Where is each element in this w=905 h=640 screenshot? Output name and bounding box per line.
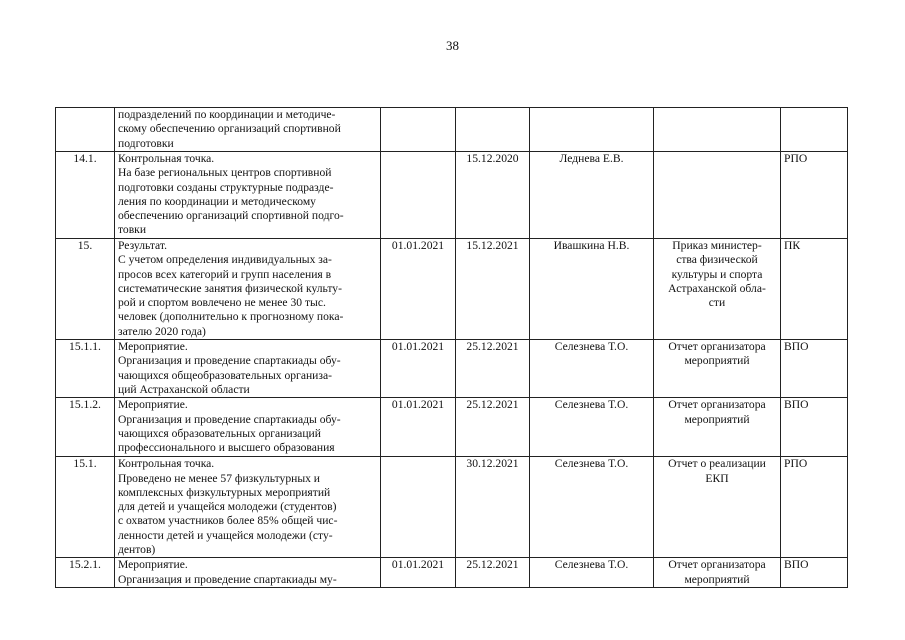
responsible-person-cell: Ивашкина Н.В. <box>530 239 654 340</box>
description-line: обеспечению организаций спортивной подго- <box>118 209 344 223</box>
control-level-cell: ВПО <box>781 558 848 588</box>
document-cell <box>654 239 781 340</box>
table-row <box>56 398 848 457</box>
description-line: профессионального и высшего образования <box>118 441 335 455</box>
document-cell <box>654 457 781 558</box>
document-line: Отчет организатора <box>668 340 766 354</box>
document-line: Отчет о реализации <box>668 457 766 471</box>
table-row <box>56 108 848 152</box>
document-line: Астраханской обла- <box>668 281 766 295</box>
document-line: сти <box>708 296 726 310</box>
document-line: Отчет организатора <box>668 398 766 412</box>
control-level-cell: ВПО <box>781 340 848 398</box>
end-date-cell: 30.12.2021 <box>456 457 530 558</box>
responsible-person-cell: Селезнева Т.О. <box>530 457 654 558</box>
description-line: дентов) <box>118 543 156 557</box>
document-cell <box>654 108 781 152</box>
description-line: ленности детей и учащейся молодежи (сту- <box>118 528 333 542</box>
end-date-cell: 25.12.2021 <box>456 398 530 457</box>
item-number-cell <box>56 108 115 152</box>
description-line: подразделений по координации и методиче- <box>118 108 336 121</box>
start-date-cell: 01.01.2021 <box>381 398 456 457</box>
control-level-cell: РПО <box>781 152 848 239</box>
end-date-cell: 25.12.2021 <box>456 558 530 588</box>
document-line: ЕКП <box>705 471 729 485</box>
description-line: подготовки <box>118 136 174 150</box>
item-number-cell: 15. <box>56 239 115 340</box>
responsible-person-cell: Селезнева Т.О. <box>530 340 654 398</box>
document-cell <box>654 398 781 457</box>
description-line: Контрольная точка. <box>118 457 215 471</box>
document-line: Отчет организатора <box>668 558 766 572</box>
description-line: Организация и проведение спартакиады обу- <box>118 354 341 368</box>
document-line: мероприятий <box>684 572 750 586</box>
start-date-cell <box>381 457 456 558</box>
description-line: Организация и проведение спартакиады му- <box>118 572 337 586</box>
item-number-cell: 15.2.1. <box>56 558 115 588</box>
description-line: На базе региональных центров спортивной <box>118 166 332 180</box>
start-date-cell: 01.01.2021 <box>381 239 456 340</box>
description-cell <box>115 398 381 457</box>
plan-table <box>55 107 848 588</box>
responsible-person-cell: Селезнева Т.О. <box>530 558 654 588</box>
description-cell <box>115 239 381 340</box>
document-cell <box>654 558 781 588</box>
description-line: рой и спортом вовлечено не менее 30 тыс. <box>118 296 326 310</box>
table-row <box>56 558 848 588</box>
document-line: Приказ министер- <box>672 239 762 252</box>
description-line: чающихся образовательных организаций <box>118 426 321 440</box>
table-row <box>56 152 848 239</box>
end-date-cell <box>456 108 530 152</box>
document-line: культуры и спорта <box>671 267 763 281</box>
item-number-cell: 14.1. <box>56 152 115 239</box>
description-line: скому обеспечению организаций спортивной <box>118 122 341 136</box>
description-line: Контрольная точка. <box>118 152 215 165</box>
document-line: мероприятий <box>684 412 750 426</box>
table-row <box>56 340 848 398</box>
start-date-cell: 01.01.2021 <box>381 340 456 398</box>
description-line: товки <box>118 223 147 237</box>
description-line: комплексных физкультурных мероприятий <box>118 485 331 499</box>
description-cell <box>115 108 381 152</box>
document-line: ства физической <box>676 253 758 267</box>
item-number-cell: 15.1. <box>56 457 115 558</box>
description-line: с охватом участников более 85% общей чис- <box>118 514 338 528</box>
description-line: подготовки созданы структурные подразде- <box>118 180 334 194</box>
responsible-person-cell: Селезнева Т.О. <box>530 398 654 457</box>
control-level-cell: ПК <box>781 239 848 340</box>
description-line: человек (дополнительно к прогнозному пока- <box>118 310 344 324</box>
description-line: для детей и учащейся молодежи (студентов) <box>118 500 337 514</box>
description-line: просов всех категорий и групп населения в <box>118 267 332 281</box>
item-number-cell: 15.1.2. <box>56 398 115 457</box>
document-cell <box>654 340 781 398</box>
description-line: зателю 2020 года) <box>118 324 206 338</box>
document-cell <box>654 152 781 239</box>
description-line: ций Астраханской области <box>118 382 250 396</box>
description-line: Мероприятие. <box>118 398 188 412</box>
page-number: 38 <box>446 38 459 53</box>
start-date-cell <box>381 108 456 152</box>
description-line: чающихся общеобразовательных организа- <box>118 368 332 382</box>
description-cell <box>115 152 381 239</box>
description-line: С учетом определения индивидуальных за- <box>118 253 332 267</box>
end-date-cell: 15.12.2021 <box>456 239 530 340</box>
table-row <box>56 239 848 340</box>
description-line: ления по координации и методическому <box>118 194 316 208</box>
description-cell <box>115 558 381 588</box>
item-number-cell: 15.1.1. <box>56 340 115 398</box>
control-level-cell: ВПО <box>781 398 848 457</box>
start-date-cell <box>381 152 456 239</box>
start-date-cell: 01.01.2021 <box>381 558 456 588</box>
description-line: Мероприятие. <box>118 558 188 572</box>
end-date-cell: 15.12.2020 <box>456 152 530 239</box>
description-cell <box>115 457 381 558</box>
end-date-cell: 25.12.2021 <box>456 340 530 398</box>
description-line: Мероприятие. <box>118 340 188 354</box>
document-line: мероприятий <box>684 354 750 368</box>
description-line: Результат. <box>118 239 167 252</box>
control-level-cell: РПО <box>781 457 848 558</box>
responsible-person-cell <box>530 108 654 152</box>
responsible-person-cell: Леднева Е.В. <box>530 152 654 239</box>
control-level-cell <box>781 108 848 152</box>
description-line: Проведено не менее 57 физкультурных и <box>118 471 321 485</box>
description-cell <box>115 340 381 398</box>
table-row <box>56 457 848 558</box>
description-line: Организация и проведение спартакиады обу- <box>118 412 341 426</box>
description-line: систематические занятия физической культу- <box>118 281 342 295</box>
